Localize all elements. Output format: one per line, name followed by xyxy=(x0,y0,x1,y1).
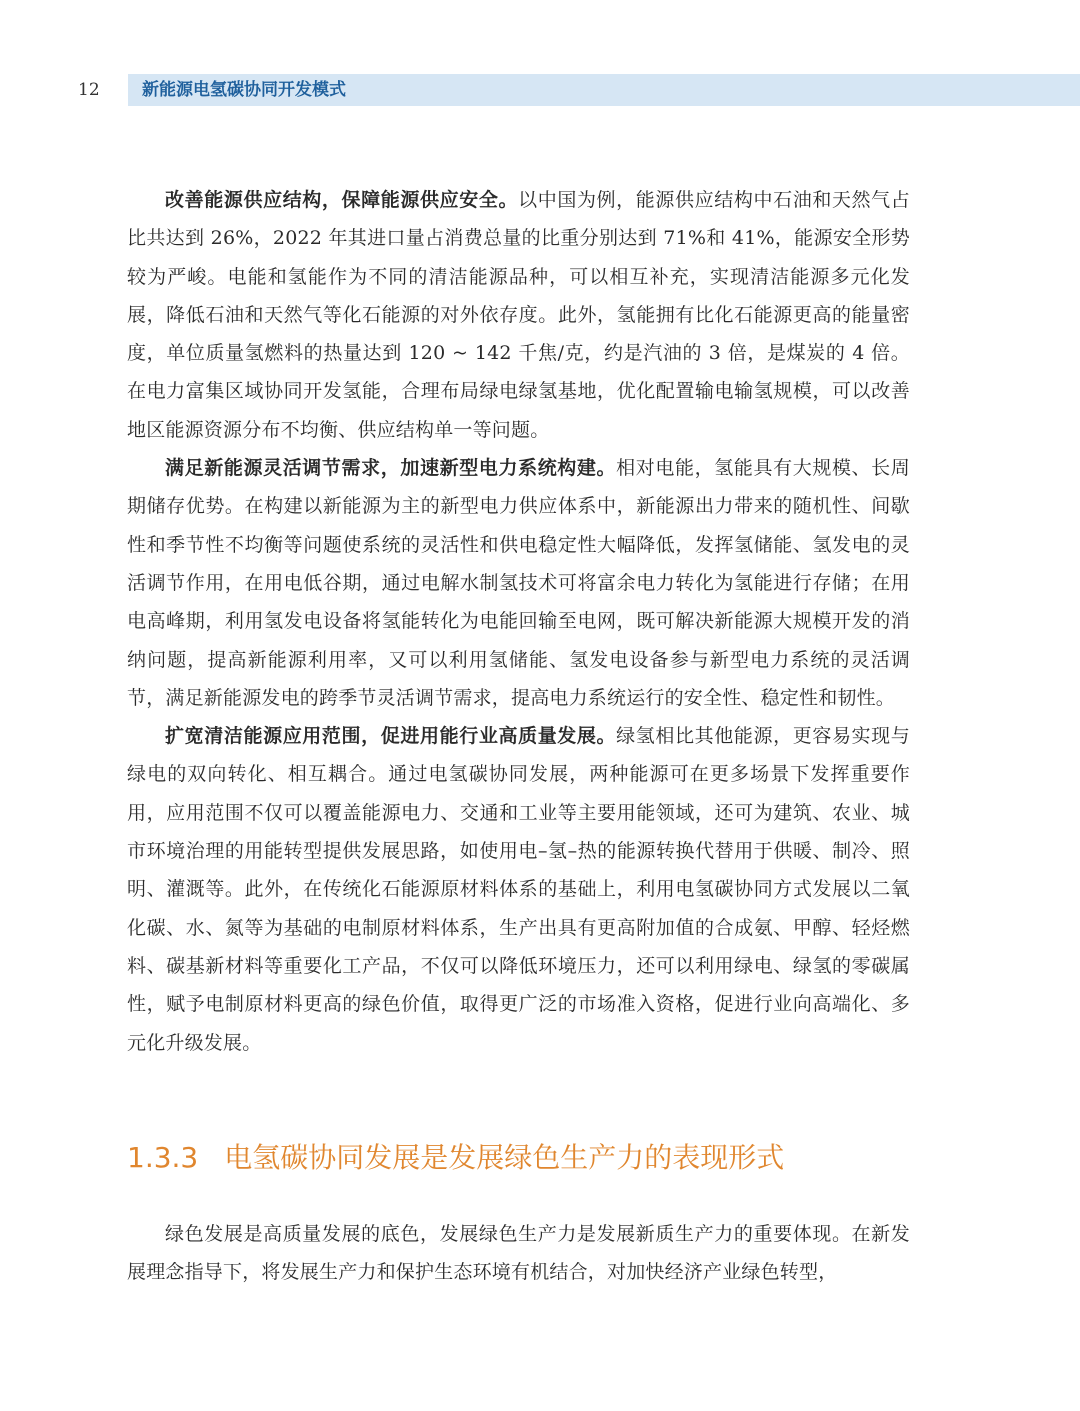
paragraph-body: 绿色发展是高质量发展的底色，发展绿色生产力是发展新质生产力的重要体现。在新发展理念指导下，将发展生产力和保护生态环境有机结合，对加快经济产业绿色转型， xyxy=(127,1223,910,1284)
paragraph-body: 相对电能，氢能具有大规模、长周期储存优势。在构建以新能源为主的新型电力供应体系中，新能源出力带来的随机性、间歇性和季节性不均衡等问题使系统的灵活性和供电稳定性大幅降低，发挥氢储能、氢发电的灵活调节作用，在用电低谷期，通过电解水制氢技术可将富余电力转化为氢能进行存储；在用电高峰期，利用氢发电设备将氢能转化为电能回输至电网，既可解决新能源大规模开发的消纳问题，提高新能源利用率，又可以利用氢储能、氢发电设备参与新型电力系统的灵活调节，满足新能源发电的跨季节灵活调节需求，提高电力系统运行的安全性、稳定性和韧性。 xyxy=(127,457,910,709)
main-text xyxy=(127,181,910,1062)
running-header xyxy=(0,74,1080,106)
section-title: 电氢碳协同发展是发展绿色生产力的表现形式 xyxy=(224,1141,785,1174)
section-text xyxy=(127,1215,910,1292)
section-heading xyxy=(127,1135,910,1185)
book-title: 新能源电氢碳协同开发模式 xyxy=(142,80,346,100)
section-number: 1.3.3 xyxy=(127,1141,199,1174)
paragraph-body: 以中国为例，能源供应结构中石油和天然气占比共达到 26%，2022 年其进口量占消费总量的比重分别达到 71%和 41%，能源安全形势较为严峻。电能和氢能作为不同的清洁能源品种，可以相互补充，实现清洁能源多元化发展，降低石油和天然气等化石能源的对外依存度。此外，氢能拥有比化石能源更高的能量密度，单位质量氢燃料的热量达到 120 ~ 142 千焦/克，约是汽油的 3 倍，是煤炭的 4 倍。在电力富集区域协同开发氢能，合理布局绿电绿氢基地，优化配置输电输氢规模，可以改善地区能源资源分布不均衡、供应结构单一等问题。 xyxy=(127,189,910,441)
paragraph-lead: 扩宽清洁能源应用范围，促进用能行业高质量发展。 xyxy=(165,725,617,748)
paragraph-body: 绿氢相比其他能源，更容易实现与绿电的双向转化、相互耦合。通过电氢碳协同发展，两种能源可在更多场景下发挥重要作用，应用范围不仅可以覆盖能源电力、交通和工业等主要用能领域，还可为建筑、农业、城市环境治理的用能转型提供发展思路，如使用电–氢–热的能源转换代替用于供暖、制冷、照明、灌溉等。此外，在传统化石能源原材料体系的基础上，利用电氢碳协同方式发展以二氧化碳、水、氮等为基础的电制原材料体系，生产出具有更高附加值的合成氨、甲醇、轻烃燃料、碳基新材料等重要化工产品，不仅可以降低环境压力，还可以利用绿电、绿氢的零碳属性，赋予电制原材料更高的绿色价值，取得更广泛的市场准入资格，促进行业向高端化、多元化升级发展。 xyxy=(127,725,910,1054)
paragraph-lead: 改善能源供应结构，保障能源供应安全。 xyxy=(165,189,519,211)
paragraph-application-scope xyxy=(127,717,910,1062)
header-band xyxy=(128,74,1080,106)
page-number: 12 xyxy=(78,80,100,100)
paragraph-flexible-regulation xyxy=(127,449,910,717)
paragraph-supply-structure xyxy=(127,181,910,449)
paragraph-green-development xyxy=(127,1215,910,1292)
paragraph-lead: 满足新能源灵活调节需求，加速新型电力系统构建。 xyxy=(165,457,617,480)
